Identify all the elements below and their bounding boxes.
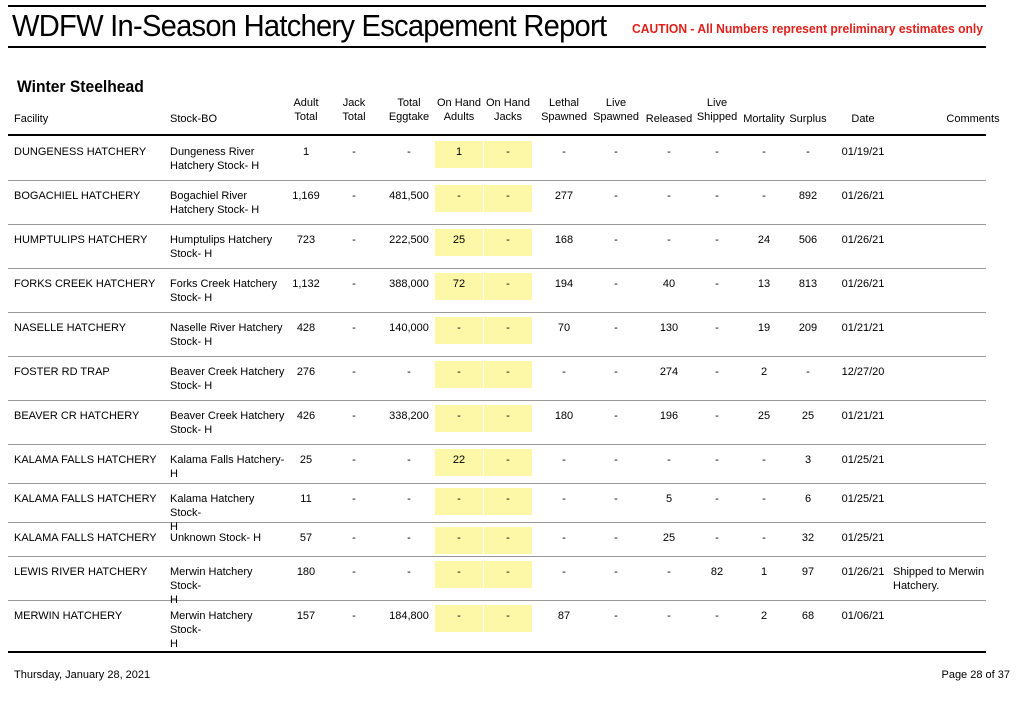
cell-mortality: -: [762, 146, 766, 158]
cell-live-spawned: -: [614, 234, 618, 246]
cell-surplus: 6: [804, 493, 812, 505]
column-header-live-shipped: Live Shipped: [696, 97, 738, 123]
cell-lethal-spawned: 87: [557, 610, 571, 622]
table-row: [8, 557, 986, 601]
cell-adult-total: 157: [296, 610, 316, 622]
cell-date: 01/21/21: [841, 410, 885, 422]
cell-released: -: [667, 234, 671, 246]
cell-mortality: -: [762, 454, 766, 466]
cell-mortality: -: [762, 190, 766, 202]
cell-lethal-spawned: -: [562, 493, 566, 505]
cell-facility: BOGACHIEL HATCHERY: [14, 190, 141, 202]
column-header-surplus: Surplus: [789, 113, 827, 125]
cell-on-hand-adults: -: [457, 532, 461, 544]
cell-mortality: 25: [757, 410, 771, 422]
cell-released: -: [667, 610, 671, 622]
column-header-stock: Stock-BO: [170, 113, 218, 125]
cell-live-shipped: -: [715, 610, 719, 622]
cell-facility: BEAVER CR HATCHERY: [14, 410, 140, 422]
cell-mortality: 2: [760, 610, 768, 622]
cell-mortality: 13: [757, 278, 771, 290]
column-header-adult-total: Adult Total: [293, 97, 319, 123]
cell-facility: KALAMA FALLS HATCHERY: [14, 532, 157, 544]
cell-on-hand-jacks: -: [506, 410, 510, 422]
cell-date: 12/27/20: [841, 366, 885, 378]
cell-live-spawned: -: [614, 278, 618, 290]
cell-surplus: 97: [801, 566, 815, 578]
cell-mortality: 1: [760, 566, 768, 578]
cell-adult-total: 180: [296, 566, 316, 578]
cell-live-shipped: -: [715, 410, 719, 422]
cell-live-spawned: -: [614, 410, 618, 422]
cell-live-shipped: -: [715, 322, 719, 334]
cell-released: 25: [662, 532, 676, 544]
cell-total-eggtake: 481,500: [389, 190, 429, 202]
cell-jack-total: -: [352, 410, 356, 422]
cell-total-eggtake: -: [407, 146, 411, 158]
cell-stock: Beaver Creek Hatchery Stock- H: [170, 410, 285, 436]
cell-facility: NASELLE HATCHERY: [14, 322, 127, 334]
column-header-date: Date: [851, 113, 875, 125]
cell-stock: Bogachiel River Hatchery Stock- H: [170, 190, 260, 216]
cell-surplus: 506: [798, 234, 818, 246]
cell-date: 01/25/21: [841, 493, 885, 505]
column-header-jack-total: Jack Total: [342, 97, 366, 123]
cell-lethal-spawned: -: [562, 366, 566, 378]
cell-on-hand-jacks: -: [506, 322, 510, 334]
cell-live-spawned: -: [614, 366, 618, 378]
column-header-live-spawned: Live Spawned: [593, 97, 639, 123]
cell-stock: Merwin Hatchery Stock- H: [170, 610, 253, 650]
cell-on-hand-adults: -: [457, 366, 461, 378]
cell-total-eggtake: -: [407, 493, 411, 505]
cell-on-hand-jacks: -: [506, 234, 510, 246]
cell-total-eggtake: 338,200: [389, 410, 429, 422]
table-row: [8, 225, 986, 269]
cell-jack-total: -: [352, 566, 356, 578]
cell-adult-total: 57: [299, 532, 313, 544]
cell-surplus: 3: [804, 454, 812, 466]
cell-mortality: 2: [760, 366, 768, 378]
table-row: [8, 401, 986, 445]
cell-on-hand-adults: 22: [452, 454, 466, 466]
table-row: [8, 313, 986, 357]
column-header-comments: Comments: [946, 113, 1000, 125]
cell-stock: Humptulips Hatchery Stock- H: [170, 234, 273, 260]
section-heading: Winter Steelhead: [17, 77, 144, 96]
cell-mortality: -: [762, 493, 766, 505]
cell-date: 01/21/21: [841, 322, 885, 334]
cell-facility: FORKS CREEK HATCHERY: [14, 278, 156, 290]
cell-on-hand-jacks: -: [506, 610, 510, 622]
cell-on-hand-adults: -: [457, 566, 461, 578]
cell-stock: Unknown Stock- H: [170, 532, 262, 544]
top-rule: [8, 5, 986, 7]
cell-on-hand-adults: -: [457, 322, 461, 334]
cell-facility: MERWIN HATCHERY: [14, 610, 123, 622]
cell-stock: Dungeness River Hatchery Stock- H: [170, 146, 260, 172]
cell-jack-total: -: [352, 278, 356, 290]
cell-on-hand-jacks: -: [506, 532, 510, 544]
cell-on-hand-jacks: -: [506, 278, 510, 290]
cell-live-shipped: -: [715, 493, 719, 505]
cell-total-eggtake: -: [407, 366, 411, 378]
cell-jack-total: -: [352, 146, 356, 158]
cell-surplus: -: [806, 146, 810, 158]
cell-on-hand-adults: 72: [452, 278, 466, 290]
cell-date: 01/26/21: [841, 234, 885, 246]
report-title: WDFW In-Season Hatchery Escapement Report: [12, 8, 607, 43]
footer-page: Page 28 of 37: [941, 669, 1010, 681]
cell-date: 01/19/21: [841, 146, 885, 158]
cell-on-hand-adults: 25: [452, 234, 466, 246]
column-header-facility: Facility: [14, 113, 49, 125]
cell-facility: DUNGENESS HATCHERY: [14, 146, 147, 158]
cell-adult-total: 276: [296, 366, 316, 378]
cell-jack-total: -: [352, 454, 356, 466]
cell-comments: Shipped to Merwin Hatchery.: [893, 566, 985, 592]
cell-surplus: -: [806, 366, 810, 378]
cell-stock: Naselle River Hatchery Stock- H: [170, 322, 283, 348]
column-header-on-hand-jacks: On Hand Jacks: [485, 97, 531, 123]
column-header-lethal-spawned: Lethal Spawned: [541, 97, 587, 123]
cell-on-hand-jacks: -: [506, 190, 510, 202]
table-row: [8, 137, 986, 181]
cell-lethal-spawned: 277: [554, 190, 574, 202]
cell-live-shipped: 82: [710, 566, 724, 578]
cell-total-eggtake: 222,500: [389, 234, 429, 246]
cell-facility: FOSTER RD TRAP: [14, 366, 110, 378]
cell-lethal-spawned: 180: [554, 410, 574, 422]
cell-live-shipped: -: [715, 366, 719, 378]
cell-adult-total: 1,169: [292, 190, 320, 202]
cell-adult-total: 1,132: [292, 278, 320, 290]
cell-on-hand-jacks: -: [506, 454, 510, 466]
cell-live-spawned: -: [614, 493, 618, 505]
cell-released: 274: [659, 366, 679, 378]
column-header-released: Released: [645, 113, 693, 125]
cell-adult-total: 1: [302, 146, 310, 158]
cell-total-eggtake: -: [407, 566, 411, 578]
cell-surplus: 209: [798, 322, 818, 334]
cell-stock: Beaver Creek Hatchery Stock- H: [170, 366, 285, 392]
cell-live-spawned: -: [614, 146, 618, 158]
cell-lethal-spawned: 70: [557, 322, 571, 334]
cell-live-spawned: -: [614, 610, 618, 622]
cell-released: -: [667, 566, 671, 578]
caution-notice: CAUTION - All Numbers represent preliminary estimates only: [632, 21, 983, 36]
cell-jack-total: -: [352, 366, 356, 378]
cell-live-shipped: -: [715, 234, 719, 246]
table-row: [8, 269, 986, 313]
column-header-on-hand-adults: On Hand Adults: [436, 97, 482, 123]
cell-live-shipped: -: [715, 454, 719, 466]
cell-live-spawned: -: [614, 322, 618, 334]
cell-jack-total: -: [352, 532, 356, 544]
cell-lethal-spawned: -: [562, 146, 566, 158]
cell-facility: HUMPTULIPS HATCHERY: [14, 234, 148, 246]
cell-live-spawned: -: [614, 566, 618, 578]
cell-on-hand-jacks: -: [506, 366, 510, 378]
cell-total-eggtake: 388,000: [389, 278, 429, 290]
cell-jack-total: -: [352, 234, 356, 246]
cell-jack-total: -: [352, 322, 356, 334]
cell-on-hand-jacks: -: [506, 493, 510, 505]
column-header-mortality: Mortality: [743, 113, 785, 125]
cell-mortality: 19: [757, 322, 771, 334]
cell-date: 01/26/21: [841, 190, 885, 202]
cell-date: 01/25/21: [841, 454, 885, 466]
cell-on-hand-adults: -: [457, 493, 461, 505]
cell-released: 5: [665, 493, 673, 505]
cell-lethal-spawned: -: [562, 532, 566, 544]
cell-total-eggtake: -: [407, 532, 411, 544]
cell-released: -: [667, 146, 671, 158]
cell-released: -: [667, 454, 671, 466]
cell-date: 01/26/21: [841, 566, 885, 578]
cell-adult-total: 428: [296, 322, 316, 334]
cell-date: 01/26/21: [841, 278, 885, 290]
cell-released: 40: [662, 278, 676, 290]
cell-stock: Kalama Falls Hatchery- H: [170, 454, 285, 480]
cell-mortality: 24: [757, 234, 771, 246]
column-header-total-eggtake: Total Eggtake: [388, 97, 430, 123]
header-rule: [8, 134, 986, 136]
cell-released: -: [667, 190, 671, 202]
cell-facility: KALAMA FALLS HATCHERY: [14, 493, 157, 505]
cell-live-shipped: -: [715, 532, 719, 544]
cell-on-hand-adults: -: [457, 190, 461, 202]
cell-adult-total: 25: [299, 454, 313, 466]
cell-on-hand-jacks: -: [506, 146, 510, 158]
cell-facility: LEWIS RIVER HATCHERY: [14, 566, 148, 578]
cell-live-shipped: -: [715, 278, 719, 290]
cell-surplus: 813: [798, 278, 818, 290]
title-rule: [8, 46, 986, 48]
cell-on-hand-adults: -: [457, 410, 461, 422]
cell-stock: Kalama Hatchery Stock- H: [170, 493, 255, 533]
table-row: [8, 357, 986, 401]
cell-date: 01/25/21: [841, 532, 885, 544]
cell-facility: KALAMA FALLS HATCHERY: [14, 454, 157, 466]
cell-released: 196: [659, 410, 679, 422]
cell-total-eggtake: -: [407, 454, 411, 466]
table-row: [8, 181, 986, 225]
cell-jack-total: -: [352, 190, 356, 202]
cell-stock: Forks Creek Hatchery Stock- H: [170, 278, 277, 304]
cell-surplus: 892: [798, 190, 818, 202]
cell-jack-total: -: [352, 493, 356, 505]
cell-on-hand-jacks: -: [506, 566, 510, 578]
cell-live-spawned: -: [614, 532, 618, 544]
cell-lethal-spawned: -: [562, 566, 566, 578]
cell-adult-total: 723: [296, 234, 316, 246]
bottom-rule: [8, 651, 986, 653]
cell-on-hand-adults: 1: [455, 146, 463, 158]
footer-date: Thursday, January 28, 2021: [14, 669, 151, 681]
cell-released: 130: [659, 322, 679, 334]
cell-adult-total: 11: [300, 493, 312, 505]
cell-total-eggtake: 184,800: [389, 610, 429, 622]
cell-live-spawned: -: [614, 190, 618, 202]
cell-surplus: 25: [801, 410, 815, 422]
cell-lethal-spawned: -: [562, 454, 566, 466]
cell-lethal-spawned: 168: [554, 234, 574, 246]
cell-surplus: 32: [801, 532, 815, 544]
cell-date: 01/06/21: [841, 610, 885, 622]
cell-lethal-spawned: 194: [554, 278, 574, 290]
cell-on-hand-adults: -: [457, 610, 461, 622]
cell-live-spawned: -: [614, 454, 618, 466]
cell-jack-total: -: [352, 610, 356, 622]
cell-surplus: 68: [801, 610, 815, 622]
cell-total-eggtake: 140,000: [389, 322, 429, 334]
cell-live-shipped: -: [715, 190, 719, 202]
cell-mortality: -: [762, 532, 766, 544]
cell-adult-total: 426: [296, 410, 316, 422]
cell-stock: Merwin Hatchery Stock- H: [170, 566, 253, 606]
cell-live-shipped: -: [715, 146, 719, 158]
